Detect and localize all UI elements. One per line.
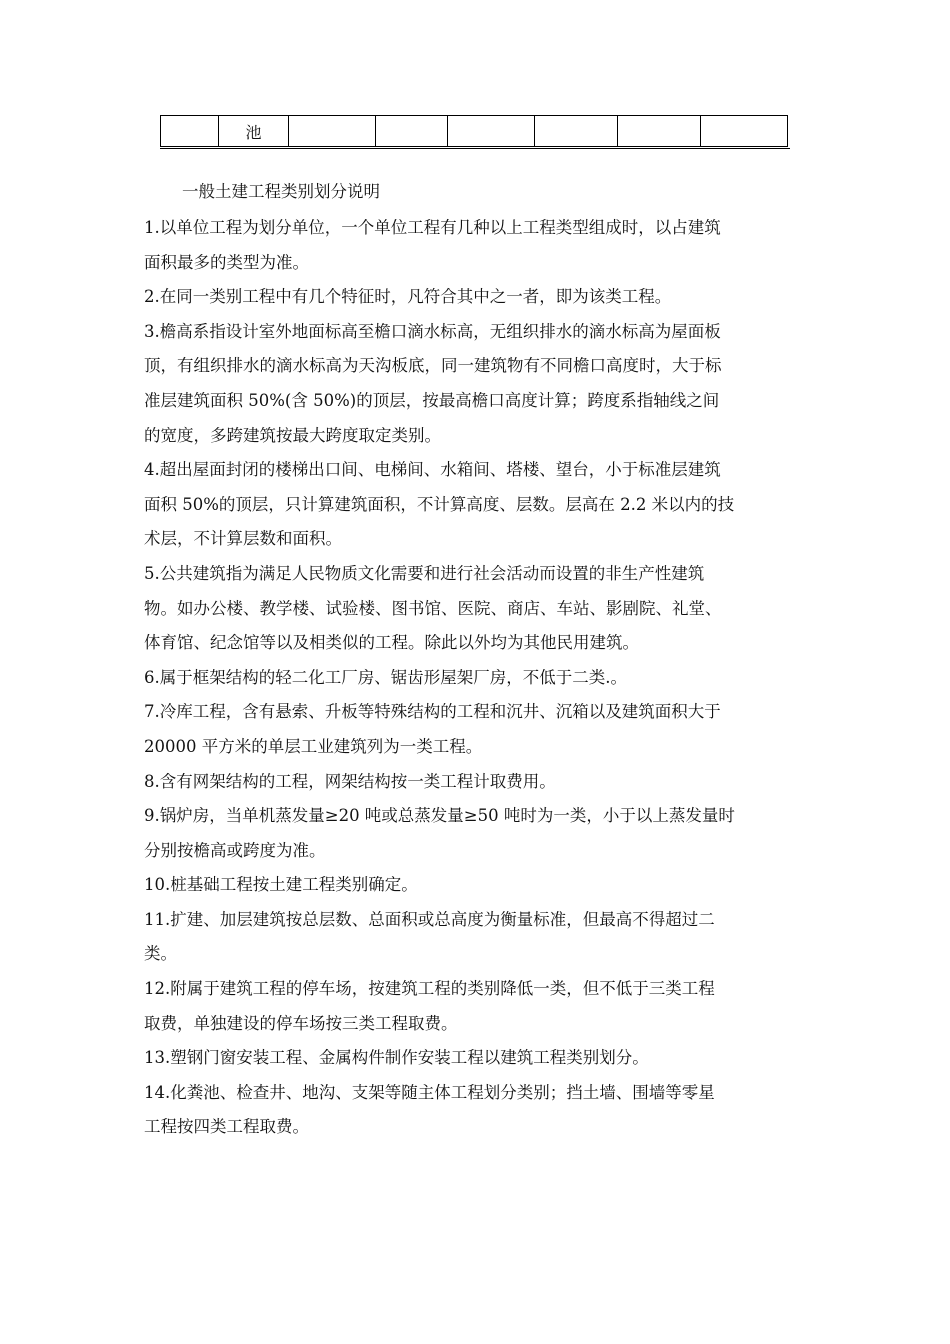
- table-bottom-rule: [160, 148, 790, 149]
- text-line: 20000 平方米的单层工业建筑列为一类工程。: [144, 736, 483, 756]
- text-line: 工程按四类工程取费。: [144, 1117, 309, 1137]
- text-line: 准层建筑面积 50%(含 50%)的顶层，按最高檐口高度计算；跨度系指轴线之间: [144, 390, 720, 410]
- text-line: 14.化粪池、检查井、地沟、支架等随主体工程划分类别；挡土墙、围墙等零星: [144, 1082, 715, 1102]
- text-line: 11.扩建、加层建筑按总层数、总面积或总高度为衡量标准，但最高不得超过二: [144, 909, 715, 929]
- text-line: 分别按檐高或跨度为准。: [144, 840, 326, 860]
- text-line: 7.冷库工程，含有悬索、升板等特殊结构的工程和沉井、沉箱以及建筑面积大于: [144, 702, 721, 722]
- text-line: 6.属于框架结构的轻二化工厂房、锯齿形屋架厂房，不低于二类.。: [144, 667, 627, 687]
- table-cell: [161, 116, 219, 147]
- text-line: 取费，单独建设的停车场按三类工程取费。: [144, 1013, 458, 1033]
- table-fragment: [160, 115, 788, 147]
- text-line: 术层，不计算层数和面积。: [144, 529, 342, 549]
- text-line: 顶，有组织排水的滴水标高为天沟板底，同一建筑物有不同檐口高度时，大于标: [144, 356, 722, 376]
- text-line: 体育馆、纪念馆等以及相类似的工程。除此以外均为其他民用建筑。: [144, 633, 639, 653]
- text-line: 物。如办公楼、教学楼、试验楼、图书馆、医院、商店、车站、影剧院、礼堂、: [144, 598, 722, 618]
- table-cell: [448, 116, 535, 147]
- text-line: 面积 50%的顶层，只计算建筑面积，不计算高度、层数。层高在 2.2 米以内的技: [144, 494, 735, 514]
- table-cell: [376, 116, 448, 147]
- table-cell: [535, 116, 618, 147]
- table-row: [161, 116, 788, 147]
- text-line: 面积最多的类型为准。: [144, 252, 309, 272]
- text-line: 12.附属于建筑工程的停车场，按建筑工程的类别降低一类，但不低于三类工程: [144, 979, 715, 999]
- body-text: [144, 217, 844, 1151]
- text-line: 5.公共建筑指为满足人民物质文化需要和进行社会活动而设置的非生产性建筑: [144, 563, 705, 583]
- text-line: 13.塑钢门窗安装工程、金属构件制作安装工程以建筑工程类别划分。: [144, 1048, 649, 1068]
- text-line: 10.桩基础工程按土建工程类别确定。: [144, 875, 418, 895]
- text-line: 2.在同一类别工程中有几个特征时，凡符合其中之一者，即为该类工程。: [144, 287, 672, 307]
- table-cell: [618, 116, 701, 147]
- text-line: 1.以单位工程为划分单位，一个单位工程有几种以上工程类型组成时，以占建筑: [144, 218, 721, 237]
- table-cell: 池: [219, 116, 289, 147]
- table-cell: [701, 116, 788, 147]
- text-line: 9.锅炉房，当单机蒸发量≥20 吨或总蒸发量≥50 吨时为一类，小于以上蒸发量时: [144, 806, 735, 826]
- section-heading: 一般土建工程类别划分说明: [182, 182, 380, 201]
- text-line: 类。: [144, 944, 177, 964]
- table-cell: [289, 116, 376, 147]
- text-line: 4.超出屋面封闭的楼梯出口间、电梯间、水箱间、塔楼、望台，小于标准层建筑: [144, 460, 721, 480]
- text-line: 的宽度，多跨建筑按最大跨度取定类别。: [144, 425, 441, 445]
- text-line: 3.檐高系指设计室外地面标高至檐口滴水标高，无组织排水的滴水标高为屋面板: [144, 321, 721, 341]
- text-line: 8.含有网架结构的工程，网架结构按一类工程计取费用。: [144, 771, 556, 791]
